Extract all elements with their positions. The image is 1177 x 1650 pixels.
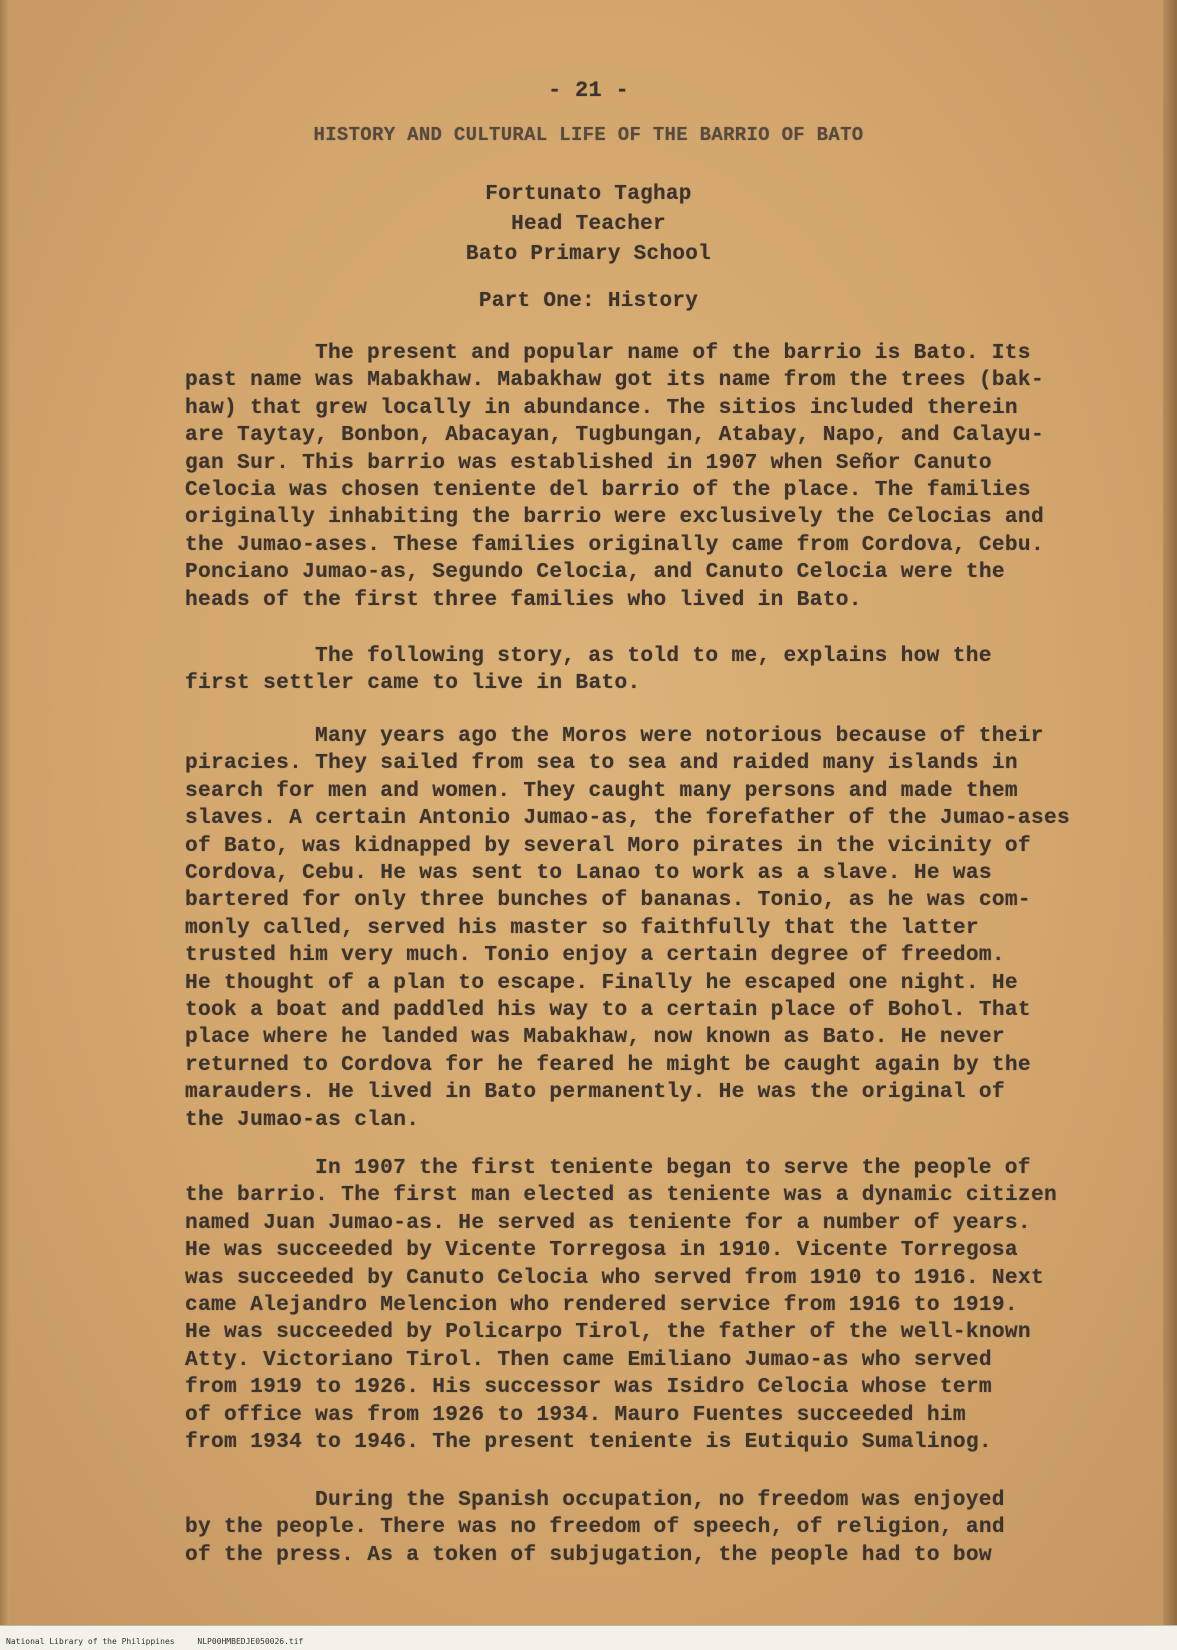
- body-paragraph: [185, 723, 1105, 1134]
- footer-file: NLP00HMBEDJE050026.tif: [197, 1637, 304, 1646]
- body-paragraph: [185, 643, 1105, 698]
- author-position: Head Teacher: [511, 213, 666, 236]
- paragraph-text: The present and popular name of the barrio is Bato. Its past name was Mabakhaw. Mabakhaw got its name from the trees (bak- haw) that grew locally in abundance. The sitios included therein are Taytay, Bonbon, Abacayan, Tugbungan, Atabay, Napo, and Calayu- gan Sur. This barrio was established in 1907 when Señor Canuto Celocia was chosen teniente del barrio of the place. The families originally inhabiting the barrio were exclusively the Celocias and the Jumao-ases. These families originally came from Cordova, Cebu. Ponciano Jumao-as, Segundo Celocia, and Canuto Celocia were the heads of the first three families who lived in Bato.: [185, 341, 1044, 612]
- paragraph-text: The following story, as told to me, explains how the first settler came to live in Bato.: [185, 644, 992, 696]
- section-heading: Part One: History: [478, 290, 699, 313]
- page-number: - 21 -: [547, 78, 629, 103]
- author-name: Fortunato Taghap: [485, 183, 692, 206]
- footer-library: National Library of the Philippines: [6, 1637, 175, 1646]
- scan-footer-text: [6, 1637, 321, 1646]
- body-paragraph: [185, 340, 1105, 614]
- paragraph-text: In 1907 the first teniente began to serve the people of the barrio. The first man elected as teniente was a dynamic citizen named Juan Jumao-as. He served as teniente for a number of years. He was succeeded by Vicente Torregosa in 1910. Vicente Torregosa was succeeded by Canuto Celocia who served from 1910 to 1916. Next came Alejandro Melencion who rendered service from 1916 to 1919. He was succeeded by Policarpo Tirol, the father of the well-known Atty. Victoriano Tirol. Then came Emiliano Jumao-as who served from 1919 to 1926. His successor was Isidro Celocia whose term of office was from 1926 to 1934. Mauro Fuentes succeeded him from 1934 to 1946. The present teniente is Eutiquio Sumalinog.: [185, 1156, 1057, 1455]
- body-paragraph: [185, 1487, 1105, 1569]
- paragraph-text: During the Spanish occupation, no freedom was enjoyed by the people. There was no freedom of speech, of religion, and of the press. As a token of subjugation, the people had to bow: [185, 1488, 1005, 1567]
- byline: [0, 180, 1177, 270]
- author-school: Bato Primary School: [465, 243, 712, 266]
- paragraph-text: Many years ago the Moros were notorious because of their piracies. They sailed from sea to sea and raided many islands in search for men and women. They caught many persons and made them slaves. A certain Antonio Jumao-as, the forefather of the Jumao-ases of Bato, was kidnapped by several Moro pirates in the vicinity of Cordova, Cebu. He was sent to Lanao to work as a slave. He was bartered for only three bunches of bananas. Tonio, as he was com- monly called, served his master so faithfully that the latter trusted him very much. Tonio enjoy a certain degree of freedom. He thought of a plan to escape. Finally he escaped one night. He took a boat and paddled his way to a certain place of Bohol. That place where he landed was Mabakhaw, now known as Bato. He never returned to Cordova for he feared he might be caught again by the marauders. He lived in Bato permanently. He was the original of the Jumao-as clan.: [185, 724, 1070, 1132]
- body-paragraph: [185, 1155, 1105, 1456]
- scan-footer: [0, 1625, 1177, 1650]
- document-title: HISTORY AND CULTURAL LIFE OF THE BARRIO OF BATO: [313, 124, 864, 146]
